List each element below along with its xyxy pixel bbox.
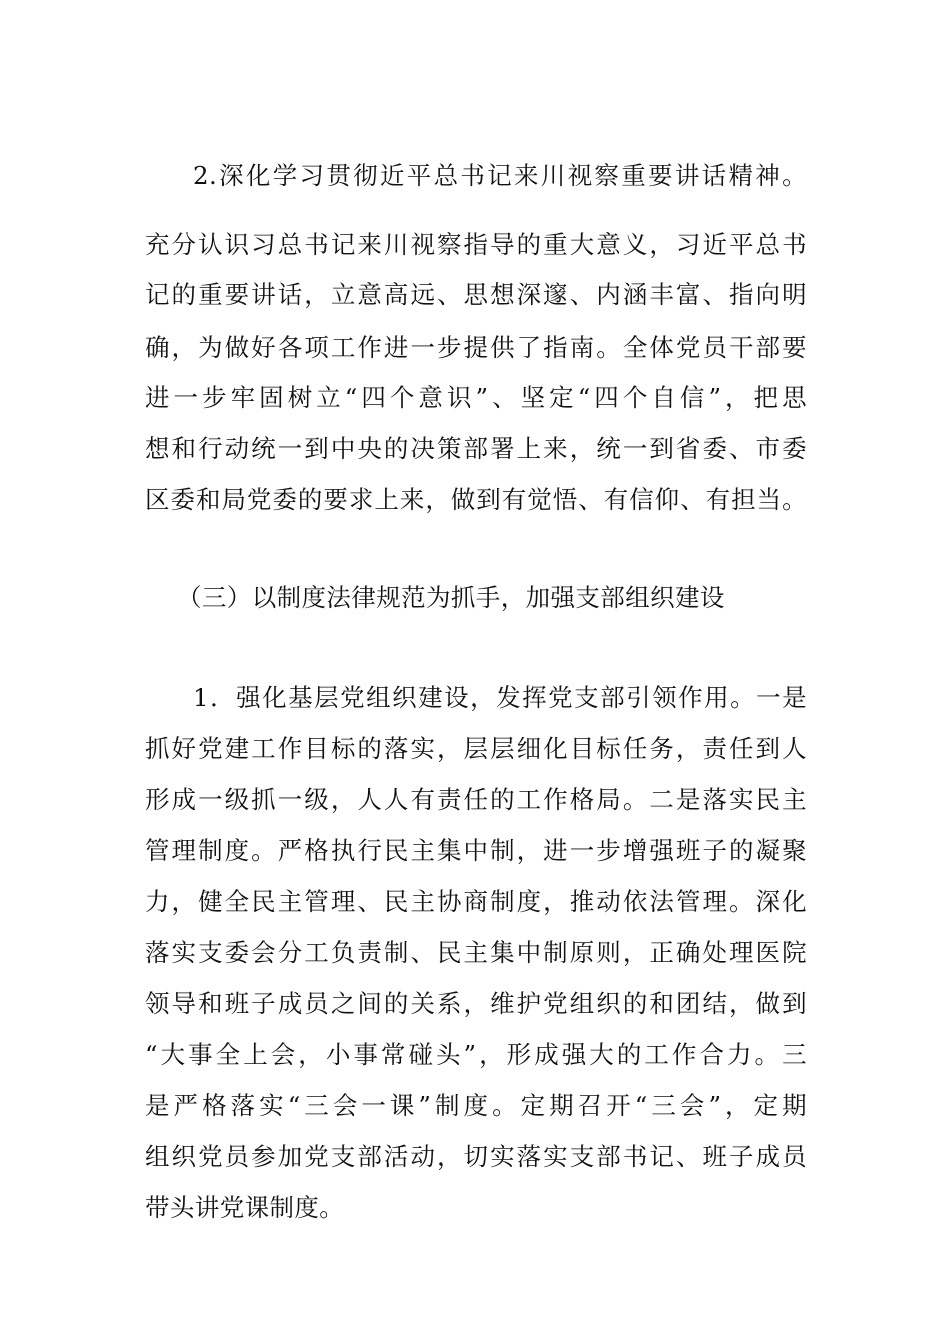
paragraph-line: 是严格落实“三会一课”制度。定期召开“三会”，定期 (145, 1091, 807, 1120)
paragraph-line: 确，为做好各项工作进一步提供了指南。全体党员干部要 (145, 333, 807, 362)
paragraph-line: 管理制度。严格执行民主集中制，进一步增强班子的凝聚 (145, 836, 807, 865)
paragraph-line: 力，健全民主管理、民主协商制度，推动依法管理。深化 (145, 887, 807, 916)
paragraph-line: 落实支委会分工负责制、民主集中制原则，正确处理医院 (145, 938, 807, 967)
paragraph-line: 领导和班子成员之间的关系，维护党组织的和团结，做到 (145, 989, 807, 1018)
paragraph-line: “大事全上会，小事常碰头”，形成强大的工作合力。三 (145, 1040, 807, 1069)
paragraph-line: 1．强化基层党组织建设，发挥党支部引领作用。一是 (193, 683, 807, 712)
paragraph-line: 形成一级抓一级，人人有责任的工作格局。二是落实民主 (145, 785, 807, 814)
paragraph-line: 抓好党建工作目标的落实，层层细化目标任务，责任到人 (145, 734, 807, 763)
paragraph-line: 带头讲党课制度。 (145, 1193, 345, 1222)
section-heading-text: （三）以制度法律规范为抓手，加强支部组织建设 (177, 583, 725, 612)
paragraph-line: 组织党员参加党支部活动，切实落实支部书记、班子成员 (145, 1142, 807, 1171)
paragraph-line: 进一步牢固树立“四个意识”、坚定“四个自信”，把思 (145, 383, 807, 412)
paragraph-line: 区委和局党委的要求上来，做到有觉悟、有信仰、有担当。 (145, 485, 807, 514)
paragraph-line: 充分认识习总书记来川视察指导的重大意义，习近平总书 (145, 230, 807, 259)
paragraph-line: 记的重要讲话，立意高远、思想深邃、内涵丰富、指向明 (145, 280, 807, 309)
paragraph-line: 想和行动统一到中央的决策部署上来，统一到省委、市委 (145, 434, 807, 463)
paragraph-line: 2.深化学习贯彻近平总书记来川视察重要讲话精神。 (193, 161, 807, 190)
